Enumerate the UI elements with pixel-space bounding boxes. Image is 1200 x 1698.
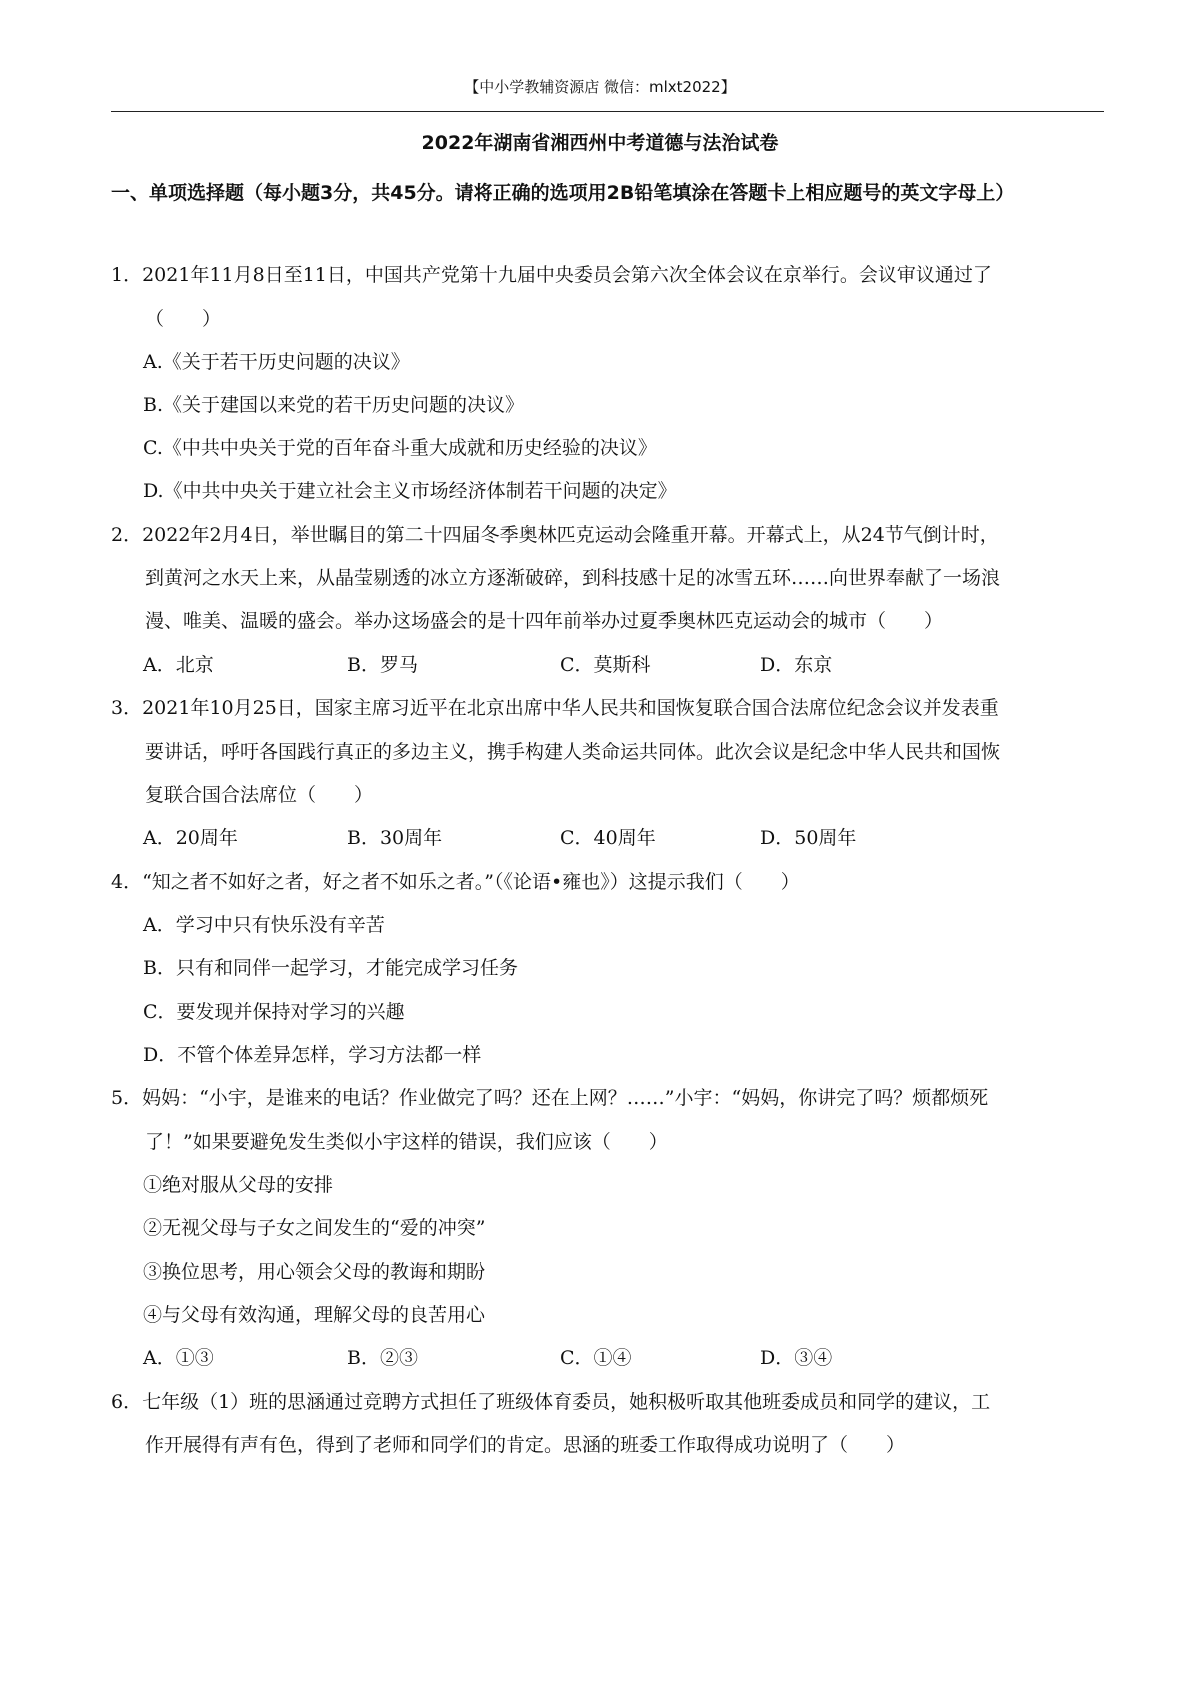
question-4-line-1: 4．“知之者不如好之者，好之者不如乐之者。”（《论语•雍也》）这提示我们（ ） xyxy=(111,871,800,893)
question-5-option-a: A．①③ xyxy=(143,1347,214,1369)
question-2-option-c: C．莫斯科 xyxy=(560,654,651,676)
question-5-item-3: ③换位思考，用心领会父母的教诲和期盼 xyxy=(143,1261,486,1283)
question-1-line-2: （ ） xyxy=(145,308,222,330)
question-2-option-a: A．北京 xyxy=(143,654,214,676)
question-1-line-1: 1．2021年11月8日至11日，中国共产党第十九届中央委员会第六次全体会议在京举行。会议审议通过了 xyxy=(111,264,992,286)
section-heading: 一、单项选择题（每小题3分，共45分。请将正确的选项用2B铅笔填涂在答题卡上相应题号的英文字母上） xyxy=(111,182,1015,204)
question-5-item-2: ②无视父母与子女之间发生的“爱的冲突” xyxy=(143,1217,486,1239)
question-3-option-d: D．50周年 xyxy=(760,827,857,849)
question-5-line-2: 了！”如果要避免发生类似小宇这样的错误，我们应该（ ） xyxy=(145,1131,668,1153)
question-1-option-b: B.《关于建国以来党的若干历史问题的决议》 xyxy=(143,394,525,416)
question-3-option-b: B．30周年 xyxy=(347,827,443,849)
question-3-line-2: 要讲话，呼吁各国践行真正的多边主义，携手构建人类命运共同体。此次会议是纪念中华人民共和国恢 xyxy=(145,741,1001,763)
exam-title: 2022年湖南省湘西州中考道德与法治试卷 xyxy=(421,132,779,154)
question-5-item-1: ①绝对服从父母的安排 xyxy=(143,1174,334,1196)
question-4-option-b: B．只有和同伴一起学习，才能完成学习任务 xyxy=(143,957,518,979)
question-1-option-c: C.《中共中央关于党的百年奋斗重大成就和历史经验的决议》 xyxy=(143,437,657,459)
question-5-item-4: ④与父母有效沟通，理解父母的良苦用心 xyxy=(143,1304,486,1326)
question-5-option-b: B．②③ xyxy=(347,1347,418,1369)
question-3-option-c: C．40周年 xyxy=(560,827,656,849)
question-6-line-1: 6．七年级（1）班的思涵通过竞聘方式担任了班级体育委员，她积极听取其他班委成员和同学的建议，工 xyxy=(111,1391,991,1413)
question-3-option-a: A．20周年 xyxy=(143,827,238,849)
question-2-option-d: D．东京 xyxy=(760,654,833,676)
page-header: 【中小学教辅资源店 微信：mlxt2022】 xyxy=(464,78,736,96)
header-divider xyxy=(111,111,1104,112)
question-5-line-1: 5．妈妈：“小宇，是谁来的电话？作业做完了吗？还在上网？……”小宇：“妈妈，你讲完了吗？烦都烦死 xyxy=(111,1087,989,1109)
question-1-option-a: A.《关于若干历史问题的决议》 xyxy=(143,351,410,373)
question-2-line-2: 到黄河之水天上来，从晶莹剔透的冰立方逐渐破碎，到科技感十足的冰雪五环……向世界奉献了一场浪 xyxy=(145,567,1001,589)
question-4-option-c: C．要发现并保持对学习的兴趣 xyxy=(143,1001,405,1023)
question-2-option-b: B．罗马 xyxy=(347,654,418,676)
question-4-option-d: D．不管个体差异怎样，学习方法都一样 xyxy=(143,1044,482,1066)
question-5-option-d: D．③④ xyxy=(760,1347,833,1369)
question-3-line-3: 复联合国合法席位（ ） xyxy=(145,784,374,806)
question-1-option-d: D.《中共中央关于建立社会主义市场经济体制若干问题的决定》 xyxy=(143,480,677,502)
question-3-line-1: 3．2021年10月25日，国家主席习近平在北京出席中华人民共和国恢复联合国合法席位纪念会议并发表重 xyxy=(111,697,999,719)
question-2-line-3: 漫、唯美、温暖的盛会。举办这场盛会的是十四年前举办过夏季奥林匹克运动会的城市（ ） xyxy=(145,610,944,632)
question-2-line-1: 2．2022年2月4日，举世瞩目的第二十四届冬季奥林匹克运动会隆重开幕。开幕式上，从24节气倒计时， xyxy=(111,524,999,546)
question-4-option-a: A．学习中只有快乐没有辛苦 xyxy=(143,914,385,936)
question-5-option-c: C．①④ xyxy=(560,1347,632,1369)
question-6-line-2: 作开展得有声有色，得到了老师和同学们的肯定。思涵的班委工作取得成功说明了（ ） xyxy=(145,1434,906,1456)
